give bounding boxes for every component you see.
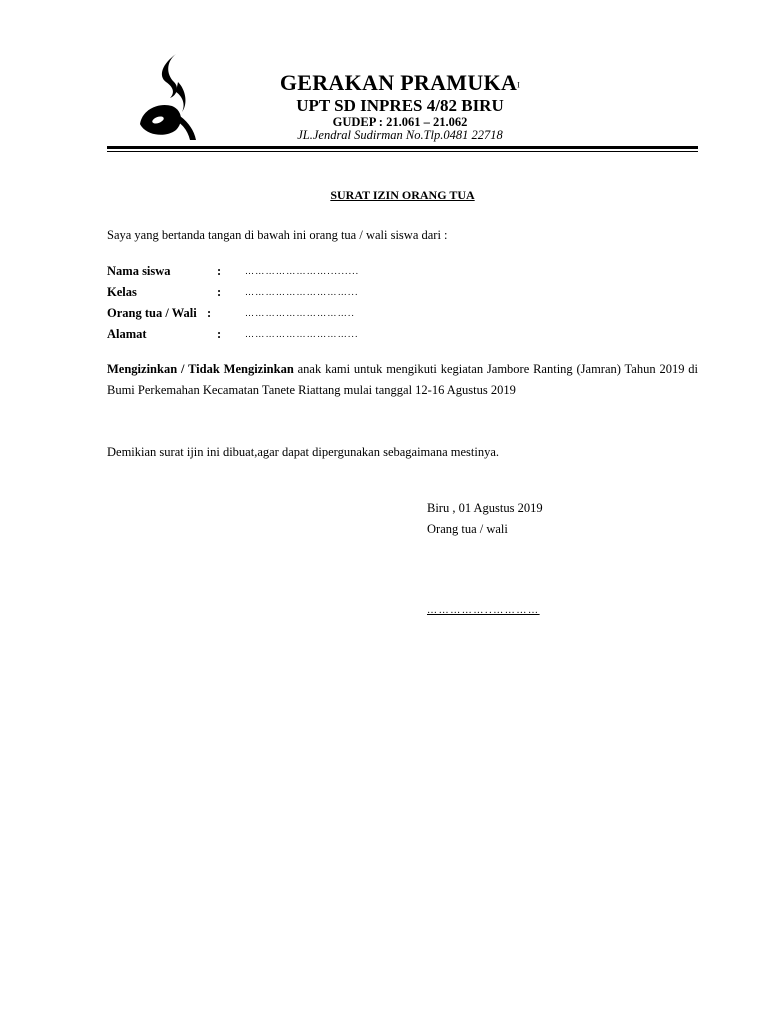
letterhead-divider-thin: [107, 151, 698, 152]
field-label: Kelas: [107, 285, 137, 299]
permission-text: anak kami untuk mengikuti kegiatan Jambore Ranting (Jamran) Tahun 2019 di Bumi Perkemahan Kecamatan Tanete Riattang mulai tanggal 12-16 Agustus 2019: [107, 362, 699, 397]
field-blank: …………………………...: [245, 329, 359, 339]
organization-name-text: GERAKAN PRAMUKA: [279, 70, 518, 95]
field-label: Nama siswa: [107, 264, 171, 278]
field-blank: …………………………..: [245, 308, 356, 318]
letterhead-divider-thick: [107, 146, 698, 149]
school-name: UPT SD INPRES 4/82 BIRU: [296, 96, 504, 115]
tunas-kelapa-logo-icon: [136, 52, 202, 142]
field-colon: :: [207, 306, 212, 320]
signature-place-date: Biru , 01 Agustus 2019: [427, 501, 543, 515]
field-colon: :: [217, 327, 222, 341]
school-address: JL.Jendral Sudirman No.Tlp.0481 22718: [297, 128, 503, 142]
field-label: Alamat: [107, 327, 147, 341]
field-colon: :: [217, 285, 222, 299]
organization-name: [200, 70, 600, 96]
field-colon: :: [217, 264, 222, 278]
signature-role: Orang tua / wali: [427, 522, 508, 536]
field-blank: …………………………...: [245, 287, 359, 297]
permission-choice: Mengizinkan / Tidak Mengizinkan: [107, 362, 294, 376]
signature-line: ……………..…………: [427, 605, 540, 616]
permission-paragraph: [107, 359, 698, 401]
field-blank: …………………….........: [245, 266, 360, 276]
field-label: Orang tua / Wali: [107, 306, 197, 320]
document-title: SURAT IZIN ORANG TUA: [330, 188, 475, 202]
organization-mark: I: [517, 80, 521, 90]
intro-text: Saya yang bertanda tangan di bawah ini orang tua / wali siswa dari :: [107, 228, 448, 242]
gudep-number: GUDEP : 21.061 – 21.062: [332, 115, 468, 129]
closing-text: Demikian surat ijin ini dibuat,agar dapat dipergunakan sebagaimana mestinya.: [107, 445, 500, 459]
